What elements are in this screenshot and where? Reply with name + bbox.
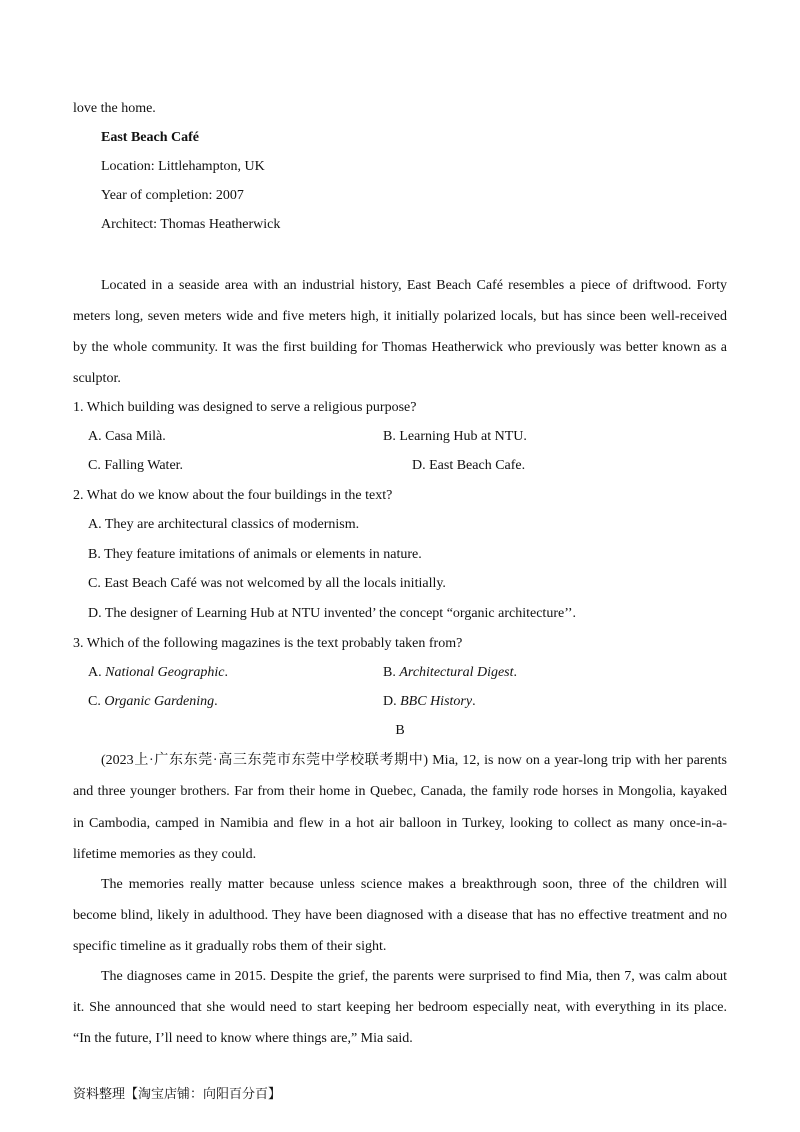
section-heading-east-beach-cafe: East Beach Café	[101, 130, 199, 145]
question-3-option-a: A. National Geographic.	[88, 665, 229, 680]
cafe-para-line: by the whole community. It was the first building for Thomas Heatherwick who previously was better known as a	[73, 340, 727, 355]
question-3-stem: 3. Which of the following magazines is the text probably taken from?	[73, 636, 463, 651]
passage-b-line: The diagnoses came in 2015. Despite the grief, the parents were surprised to find Mia, then 7, was calm about	[101, 969, 727, 984]
question-2-option-b: B. They feature imitations of animals or elements in nature.	[88, 547, 422, 562]
question-2-option-c: C. East Beach Café was not welcomed by all the locals initially.	[88, 576, 446, 591]
cafe-para-line: meters long, seven meters wide and five meters high, it initially polarized locals, but has since been well-received	[73, 309, 727, 324]
question-3-option-d: D. BBC History.	[383, 694, 476, 709]
question-2-option-d: D. The designer of Learning Hub at NTU invented’ the concept “organic architecture’’.	[88, 606, 576, 621]
question-3-option-b: B. Architectural Digest.	[383, 665, 518, 680]
passage-b-line: become blind, likely in adulthood. They have been diagnosed with a disease that has no effective treatment and no	[73, 908, 727, 923]
passage-b-line: lifetime memories as they could.	[73, 847, 257, 862]
cafe-year: Year of completion: 2007	[101, 188, 244, 203]
passage-b-line: in Cambodia, camped in Namibia and flew in a hot air balloon in Turkey, looking to collect as many once-in-a-	[73, 816, 727, 831]
page-footer: 资料整理【淘宝店铺：向阳百分百】	[73, 1087, 282, 1102]
passage-b-line: and three younger brothers. Far from their home in Quebec, Canada, the family rode horses in Mongolia, kayaked	[73, 784, 727, 799]
passage-b-line: “In the future, I’ll need to know where things are,” Mia said.	[73, 1031, 413, 1046]
cafe-architect: Architect: Thomas Heatherwick	[101, 217, 281, 232]
question-2-option-a: A. They are architectural classics of modernism.	[88, 517, 360, 532]
passage-b-line: (2023上·广东东莞·高三东莞市东莞中学校联考期中) Mia, 12, is now on a year-long trip with her parents	[101, 753, 727, 768]
question-1-option-a: A. Casa Milà.	[88, 429, 166, 444]
question-1-option-d: D. East Beach Cafe.	[412, 458, 526, 473]
passage-b-line: it. She announced that she would need to start keeping her bedroom especially neat, with everything in its place.	[73, 1000, 727, 1015]
question-1-option-c: C. Falling Water.	[88, 458, 184, 473]
question-1-stem: 1. Which building was designed to serve a religious purpose?	[73, 400, 417, 415]
cafe-para-line: Located in a seaside area with an industrial history, East Beach Café resembles a piece of driftwood. Forty	[101, 278, 727, 293]
intro-tail: love the home.	[73, 101, 156, 116]
question-1-option-b: B. Learning Hub at NTU.	[383, 429, 527, 444]
question-2-stem: 2. What do we know about the four buildings in the text?	[73, 488, 393, 503]
cafe-location: Location: Littlehampton, UK	[101, 159, 265, 174]
section-b-heading: B	[395, 723, 405, 738]
passage-b-line: The memories really matter because unless science makes a breakthrough soon, three of the children will	[101, 877, 727, 892]
passage-b-line: specific timeline as it gradually robs them of their sight.	[73, 939, 387, 954]
question-3-option-c: C. Organic Gardening.	[88, 694, 218, 709]
cafe-para-line: sculptor.	[73, 371, 121, 386]
